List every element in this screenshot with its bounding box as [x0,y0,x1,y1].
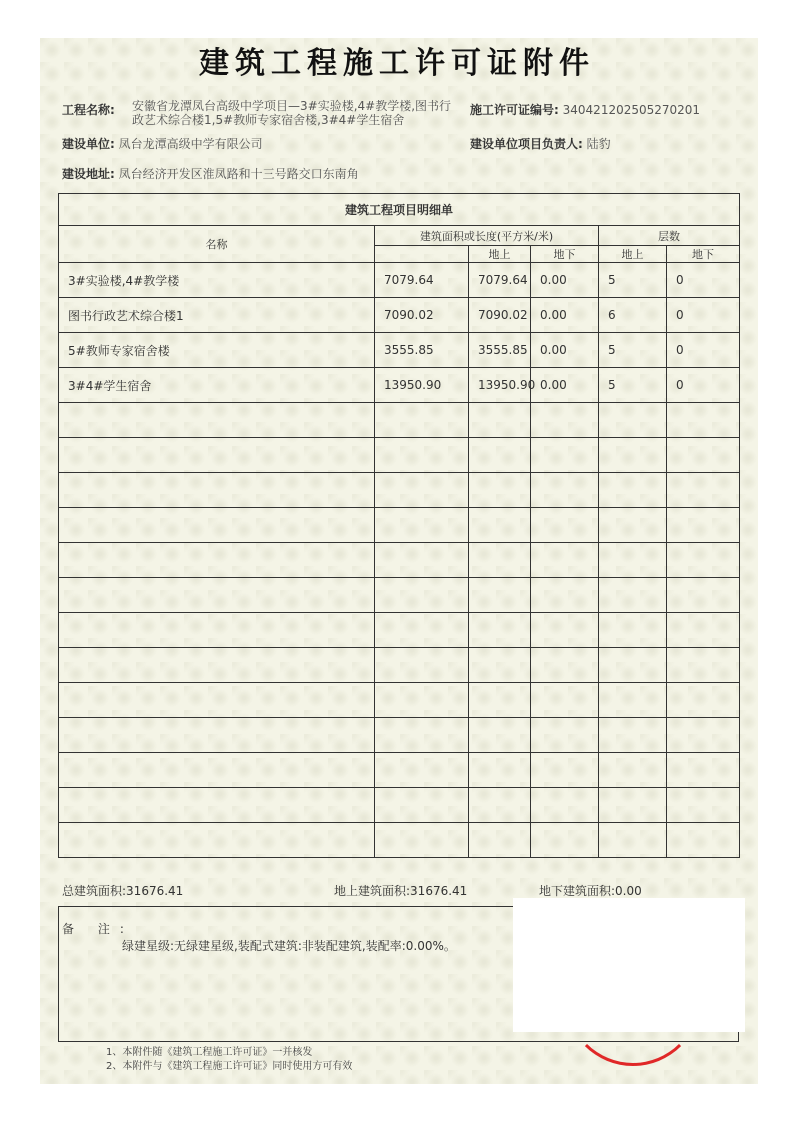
permit-number [470,103,700,118]
empty-row [59,613,740,648]
builder-label: 建设单位: [62,137,115,151]
table-title: 建筑工程项目明细单 [59,194,740,226]
address-label: 建设地址: [62,167,115,181]
row-area-above: 7090.02 [469,298,531,333]
row-floors-above: 5 [599,333,667,368]
address [62,167,359,182]
row-area-below: 0.00 [531,298,599,333]
remarks-text: 绿建星级:无绿建星级,装配式建筑:非装配建筑,装配率:0.00%。 [122,939,456,953]
footnotes [106,1046,352,1074]
column-header-area-above: 地上 [469,246,531,263]
column-header-floors-above: 地上 [599,246,667,263]
row-floors-below: 0 [667,368,740,403]
permit-number-label: 施工许可证编号: [470,103,559,117]
row-name: 图书行政艺术综合楼1 [59,298,375,333]
row-area: 13950.90 [375,368,469,403]
total-area [62,882,183,899]
empty-row [59,753,740,788]
address-value: 凤台经济开发区淮凤路和十三号路交口东南角 [118,167,359,181]
row-area: 3555.85 [375,333,469,368]
total-area-label: 总建筑面积: [62,884,127,898]
table-row [59,298,740,333]
empty-row [59,473,740,508]
empty-row [59,788,740,823]
project-name-label: 工程名称: [62,103,115,117]
table-row [59,263,740,298]
row-floors-below: 0 [667,333,740,368]
empty-row [59,823,740,858]
row-floors-above: 5 [599,263,667,298]
project-name-value: 安徽省龙潭凤台高级中学项目—3#实验楼,4#教学楼,图书行政艺术综合楼1,5#教师专家宿舍楼,3#4#学生宿舍 [132,99,452,127]
row-name: 3#实验楼,4#教学楼 [59,263,375,298]
above-ground-area-label: 地上建筑面积: [334,884,411,898]
row-floors-above: 6 [599,298,667,333]
column-header-name: 名称 [59,226,375,263]
empty-row [59,403,740,438]
total-area-value: 31676.41 [126,884,184,898]
footnote-1: 1、本附件随《建筑工程施工许可证》一并核发 [106,1047,313,1058]
column-header-area: 建筑面积或长度(平方米/米) [375,226,599,246]
empty-row [59,718,740,753]
row-area: 7090.02 [375,298,469,333]
footnote-2: 2、本附件与《建筑工程施工许可证》同时使用方可有效 [106,1061,353,1072]
project-manager-value: 陆豹 [586,137,611,151]
builder-value: 凤台龙潭高级中学有限公司 [118,137,263,151]
builder [62,137,263,152]
column-header-area-total [375,246,469,263]
empty-row [59,543,740,578]
project-manager-label: 建设单位项目负责人: [470,137,583,151]
row-floors-above: 5 [599,368,667,403]
row-area-above: 3555.85 [469,333,531,368]
page-title: 建筑工程施工许可证附件 [199,46,595,81]
project-manager [470,137,611,152]
row-name: 5#教师专家宿舍楼 [59,333,375,368]
empty-row [59,648,740,683]
row-area-below: 0.00 [531,333,599,368]
row-name: 3#4#学生宿舍 [59,368,375,403]
below-ground-area [539,882,642,899]
remarks-label: 备 注: [62,922,134,936]
row-floors-below: 0 [667,263,740,298]
empty-row [59,508,740,543]
table-row [59,333,740,368]
above-ground-area-value: 31676.41 [410,884,468,898]
row-area: 7079.64 [375,263,469,298]
row-floors-below: 0 [667,298,740,333]
above-ground-area [334,882,467,899]
column-header-floors-below: 地下 [667,246,740,263]
permit-number-value: 340421202505270201 [562,103,701,117]
below-ground-area-value: 0.00 [615,884,642,898]
column-header-floors: 层数 [599,226,740,246]
empty-row [59,438,740,473]
empty-row [59,578,740,613]
table-row [59,368,740,403]
row-area-above: 13950.90 [469,368,531,403]
column-header-area-below: 地下 [531,246,599,263]
row-area-above: 7079.64 [469,263,531,298]
row-area-below: 0.00 [531,263,599,298]
redaction-block [513,898,745,1032]
project-detail-table [58,193,740,858]
empty-row [59,683,740,718]
row-area-below: 0.00 [531,368,599,403]
below-ground-area-label: 地下建筑面积: [539,884,616,898]
